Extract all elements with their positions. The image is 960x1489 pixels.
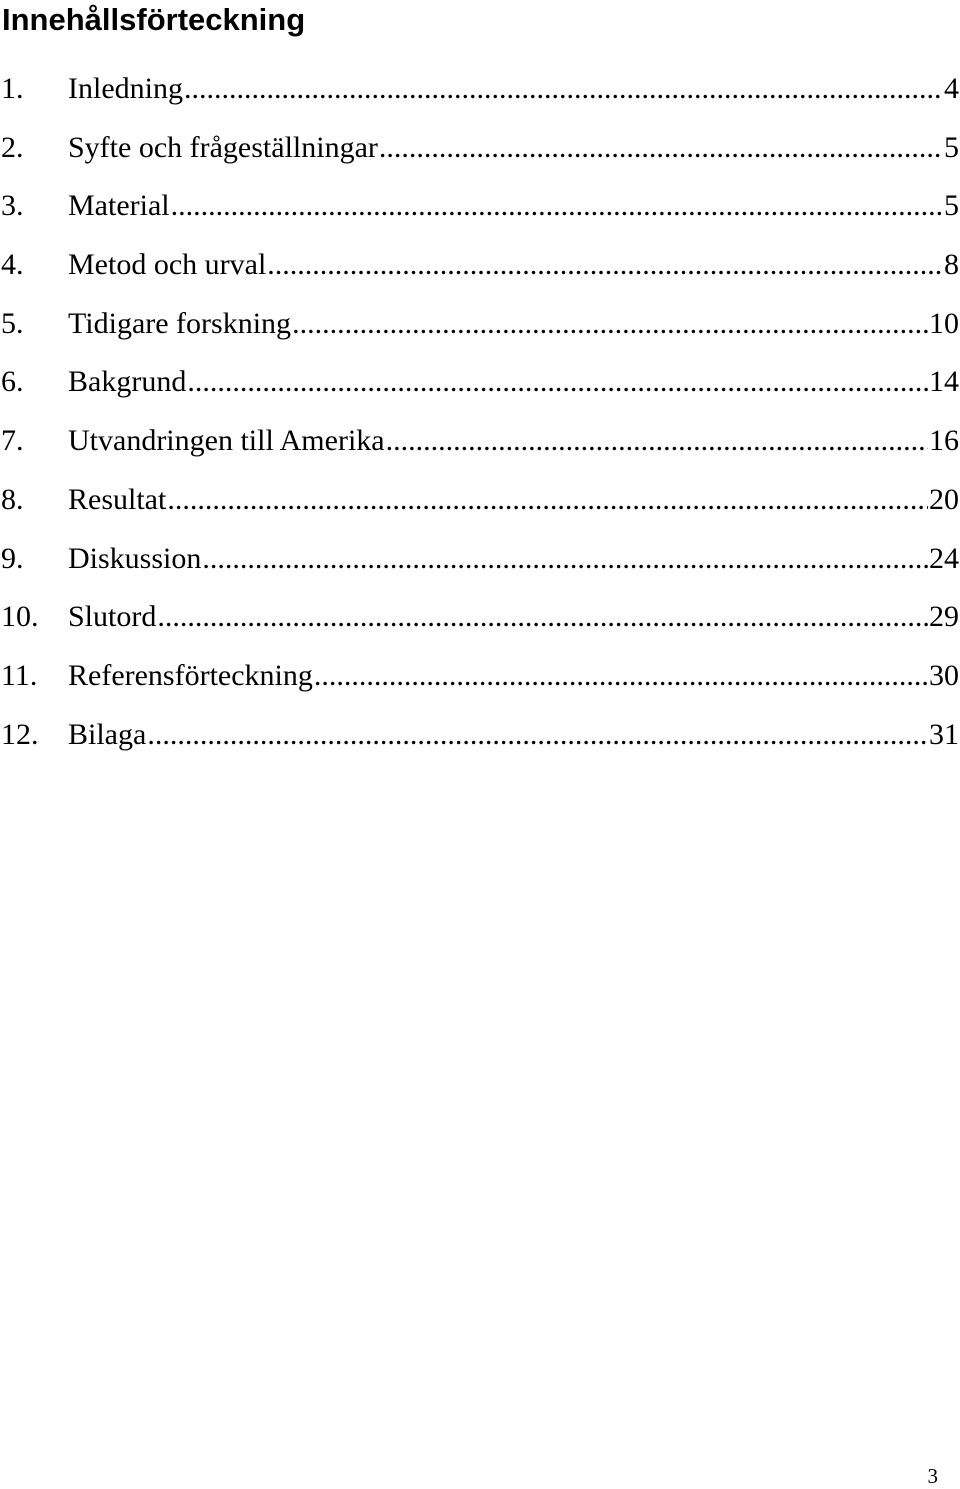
toc-entry-diskussion[interactable] xyxy=(0,540,960,599)
toc-entry-label: Bilaga xyxy=(68,717,147,751)
toc-dot-leader xyxy=(292,305,928,343)
toc-entry-label: Slutord xyxy=(68,600,157,634)
toc-entry-number: 9. xyxy=(1,541,24,575)
toc-entry-page: 5 xyxy=(944,130,959,164)
toc-entry-number: 2. xyxy=(1,130,24,164)
toc-entry-referensforteckning[interactable] xyxy=(0,657,960,716)
toc-entry-page: 30 xyxy=(929,658,959,692)
toc-entry-page: 8 xyxy=(944,248,959,282)
toc-dot-leader xyxy=(386,422,928,460)
toc-dot-leader xyxy=(171,187,943,225)
toc-dot-leader xyxy=(147,716,928,754)
toc-entry-page: 14 xyxy=(929,365,959,399)
toc-entry-page: 16 xyxy=(929,424,959,458)
toc-entry-label: Bakgrund xyxy=(68,365,187,399)
toc-entry-number: 6. xyxy=(1,365,24,399)
toc-dot-leader xyxy=(187,363,928,401)
toc-entry-page: 10 xyxy=(929,306,959,340)
toc-entry-bakgrund[interactable] xyxy=(0,363,960,422)
toc-entry-label: Syfte och frågeställningar xyxy=(68,130,378,164)
toc-entry-utvandringen[interactable] xyxy=(0,422,960,481)
toc-entry-page: 31 xyxy=(929,717,959,751)
toc-entry-label: Tidigare forskning xyxy=(68,306,292,340)
toc-entry-metod[interactable] xyxy=(0,246,960,305)
toc-entry-resultat[interactable] xyxy=(0,481,960,540)
toc-entry-number: 1. xyxy=(1,72,24,105)
toc-entry-number: 5. xyxy=(1,306,24,340)
toc-entry-number: 12. xyxy=(1,717,39,751)
toc-dot-leader xyxy=(167,481,928,519)
toc-dot-leader xyxy=(314,657,928,695)
toc-entry-label: Resultat xyxy=(68,482,167,516)
toc-entry-label: Metod och urval xyxy=(68,248,267,282)
toc-entry-inledning[interactable] xyxy=(0,70,960,129)
toc-dot-leader xyxy=(184,70,943,108)
toc-entry-page: 24 xyxy=(929,541,959,575)
toc-dot-leader xyxy=(202,540,928,578)
toc-entry-number: 10. xyxy=(1,600,39,634)
toc-dot-leader xyxy=(157,598,928,636)
toc-entry-page: 29 xyxy=(929,600,959,634)
toc-entry-number: 4. xyxy=(1,248,24,282)
toc-dot-leader xyxy=(379,129,943,167)
toc-entry-label: Diskussion xyxy=(68,541,202,575)
toc-entry-page: 20 xyxy=(929,482,959,516)
toc-entry-number: 8. xyxy=(1,482,24,516)
toc-entry-label: Referensförteckning xyxy=(68,658,313,692)
toc-entry-page: 5 xyxy=(944,189,959,223)
toc-entry-bilaga[interactable] xyxy=(0,716,960,775)
toc-entry-number: 11. xyxy=(1,658,38,692)
toc-entry-material[interactable] xyxy=(0,187,960,246)
page-number: 3 xyxy=(927,1464,938,1488)
toc-entry-label: Inledning xyxy=(68,72,183,105)
toc-entry-syfte[interactable] xyxy=(0,129,960,188)
toc-entry-tidigare-forskning[interactable] xyxy=(0,305,960,364)
toc-entry-number: 7. xyxy=(1,424,24,458)
toc-entry-slutord[interactable] xyxy=(0,598,960,657)
toc-entry-number: 3. xyxy=(1,189,24,223)
toc-entry-label: Material xyxy=(68,189,170,223)
toc-entry-label: Utvandringen till Amerika xyxy=(68,424,385,458)
toc-list xyxy=(0,70,960,774)
toc-title: Innehållsförteckning xyxy=(2,2,306,37)
toc-dot-leader xyxy=(267,246,943,284)
toc-entry-page: 4 xyxy=(944,72,959,105)
